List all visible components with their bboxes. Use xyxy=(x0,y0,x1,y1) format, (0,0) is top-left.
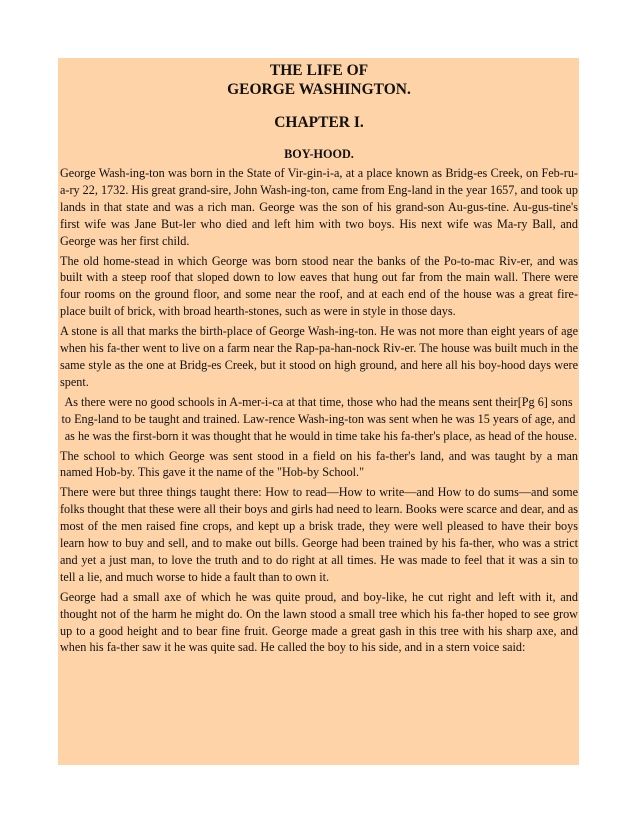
text-block xyxy=(58,58,579,765)
book-title xyxy=(60,61,578,99)
paragraph-6: There were but three things taught there: How to read—How to write—and How to do sums—and some folks thought that these were all their boys and girls had need to learn. Books were scarce and dear, and as most of the men raised fine crops, and kept up a brisk trade, they were well pleased to have their boys learn how to buy and sell, and to make out bills. George had been trained by his fa-ther, who was a strict and yet a just man, to love the truth and to do right at all times. He was made to feel that it was a sin to tell a lie, and much worse to hide a fault than to own it. xyxy=(60,485,578,584)
paragraph-4: As there were no good schools in A-mer-i-ca at that time, those who had the means sent their[Pg 6] sons to Eng-land to be taught and trained. Law-rence Wash-ing-ton was sent when he was 15 years of age, and as he was the first-born it was thought that he would in time take his fa-ther's place, as head of the house. xyxy=(61,394,577,443)
title-line-2: GEORGE WASHINGTON. xyxy=(227,81,411,98)
paragraph-3: A stone is all that marks the birth-place of George Wash-ing-ton. He was not more than eight years of age when his fa-ther went to live on a farm near the Rap-pa-han-nock Riv-er. The house was built much in the same style as the one at Bridg-es Creek, but it stood on high ground, and here all his boy-hood days were spent. xyxy=(60,324,578,389)
section-heading: BOY-HOOD. xyxy=(284,147,354,161)
paragraph-7: George had a small axe of which he was quite proud, and boy-like, he cut right and left with it, and thought not of the harm he might do. On the lawn stood a small tree which his fa-ther hoped to see grow up to a good height and to bear fine fruit. George made a great gash in this tree with his sharp axe, and when his fa-ther saw it he was quite sad. He called the boy to his side, and in a stern voice said: xyxy=(60,589,578,655)
title-line-1: THE LIFE OF xyxy=(269,62,369,79)
paragraph-2: The old home-stead in which George was born stood near the banks of the Po-to-mac Riv-er, and was built with a steep roof that sloped down to low eaves that hung out far from the main wall. There were four rooms on the ground floor, and some near the roof, and at each end of the house was a great fire-place built of brick, with broad hearth-stones, such as were in style in those days. xyxy=(60,253,578,319)
paragraph-1: George Wash-ing-ton was born in the State of Vir-gin-i-a, at a place known as Bridg-es Creek, on Feb-ru-a-ry 22, 1732. His great grand-sire, John Wash-ing-ton, came from Eng-land in the year 1657, and took up lands in that state and was a rich man. George was the son of his grand-son Au-gus-tine. Au-gus-tine's first wife was Jane But-ler who died and left him with two boys. His next wife was Ma-ry Ball, and George was her first child. xyxy=(60,166,578,248)
paragraph-5: The school to which George was sent stood in a field on his fa-ther's land, and was taught by a man named Hob-by. This gave it the name of the "Hob-by School." xyxy=(60,448,578,480)
chapter-heading: CHAPTER I. xyxy=(274,114,364,131)
